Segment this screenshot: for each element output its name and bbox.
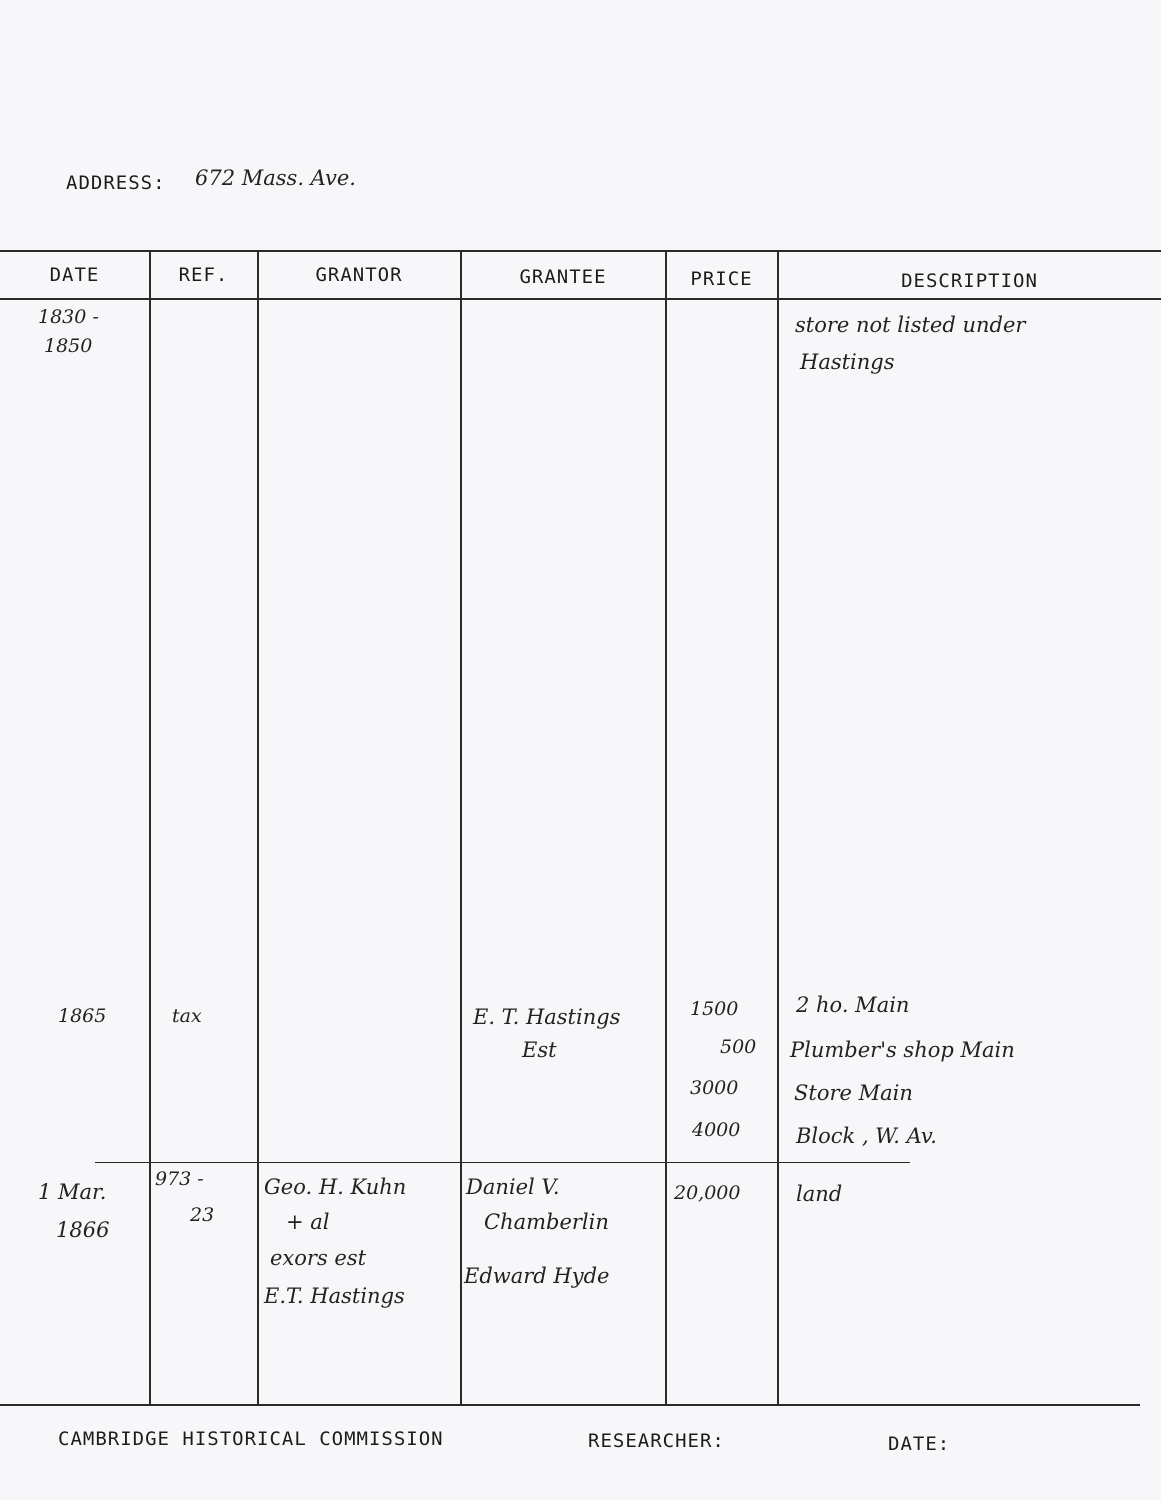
entry3-grantor-line3: exors est (270, 1246, 367, 1270)
entry2-price-2: 500 (720, 1036, 757, 1058)
table-bottom-rule (0, 1404, 1140, 1406)
entry3-price: 20,000 (674, 1182, 741, 1204)
entry3-date-line1: 1 Mar. (38, 1180, 107, 1204)
row-divider-rule (95, 1162, 910, 1163)
entry1-date-line2: 1850 (44, 335, 93, 357)
entry2-grantee-line1: E. T. Hastings (473, 1005, 621, 1029)
col-sep-4 (665, 250, 667, 1405)
header-bottom-rule (0, 298, 1161, 300)
entry3-grantee-line1: Daniel V. (466, 1175, 560, 1199)
entry3-grantor-line1: Geo. H. Kuhn (264, 1175, 407, 1199)
header-date: DATE (49, 264, 100, 286)
header-grantor: GRANTOR (315, 264, 403, 286)
header-description: DESCRIPTION (901, 270, 1038, 292)
header-ref: REF. (178, 264, 229, 286)
header-price: PRICE (690, 268, 753, 290)
entry3-ref-line2: 23 (190, 1204, 215, 1226)
entry3-grantor-line4: E.T. Hastings (264, 1284, 405, 1308)
col-sep-3 (460, 250, 462, 1405)
entry2-price-3: 3000 (690, 1077, 739, 1099)
entry3-ref-line1: 973 - (155, 1168, 204, 1190)
table-top-rule (0, 250, 1161, 252)
header-grantee: GRANTEE (519, 266, 607, 288)
col-sep-1 (149, 250, 151, 1405)
entry2-description-line1: 2 ho. Main (796, 993, 910, 1017)
entry1-description-line2: Hastings (800, 350, 895, 374)
entry1-description-line1: store not listed under (795, 313, 1026, 337)
address-label: ADDRESS: (66, 172, 166, 194)
entry3-grantee-line3: Edward Hyde (464, 1264, 610, 1288)
entry2-description-line3: Store Main (794, 1081, 913, 1105)
entry2-description-line4: Block , W. Av. (796, 1124, 937, 1148)
entry2-description-line2: Plumber's shop Main (790, 1038, 1015, 1062)
col-sep-2 (257, 250, 259, 1405)
entry2-ref: tax (172, 1005, 202, 1027)
entry2-price-1: 1500 (690, 998, 739, 1020)
entry3-date-line2: 1866 (56, 1218, 110, 1242)
footer-researcher-label: RESEARCHER: (588, 1430, 725, 1452)
entry2-price-4: 4000 (692, 1119, 741, 1141)
entry3-description: land (796, 1182, 843, 1206)
address-value: 672 Mass. Ave. (195, 166, 356, 190)
footer-date-label: DATE: (888, 1433, 951, 1455)
entry3-grantee-line2: Chamberlin (484, 1210, 609, 1234)
entry3-grantor-line2: + al (286, 1210, 330, 1234)
footer-organization: CAMBRIDGE HISTORICAL COMMISSION (58, 1428, 444, 1450)
col-sep-5 (777, 250, 779, 1405)
entry1-date-line1: 1830 - (38, 306, 99, 328)
entry2-grantee-line2: Est (522, 1038, 557, 1062)
entry2-date: 1865 (58, 1005, 107, 1027)
